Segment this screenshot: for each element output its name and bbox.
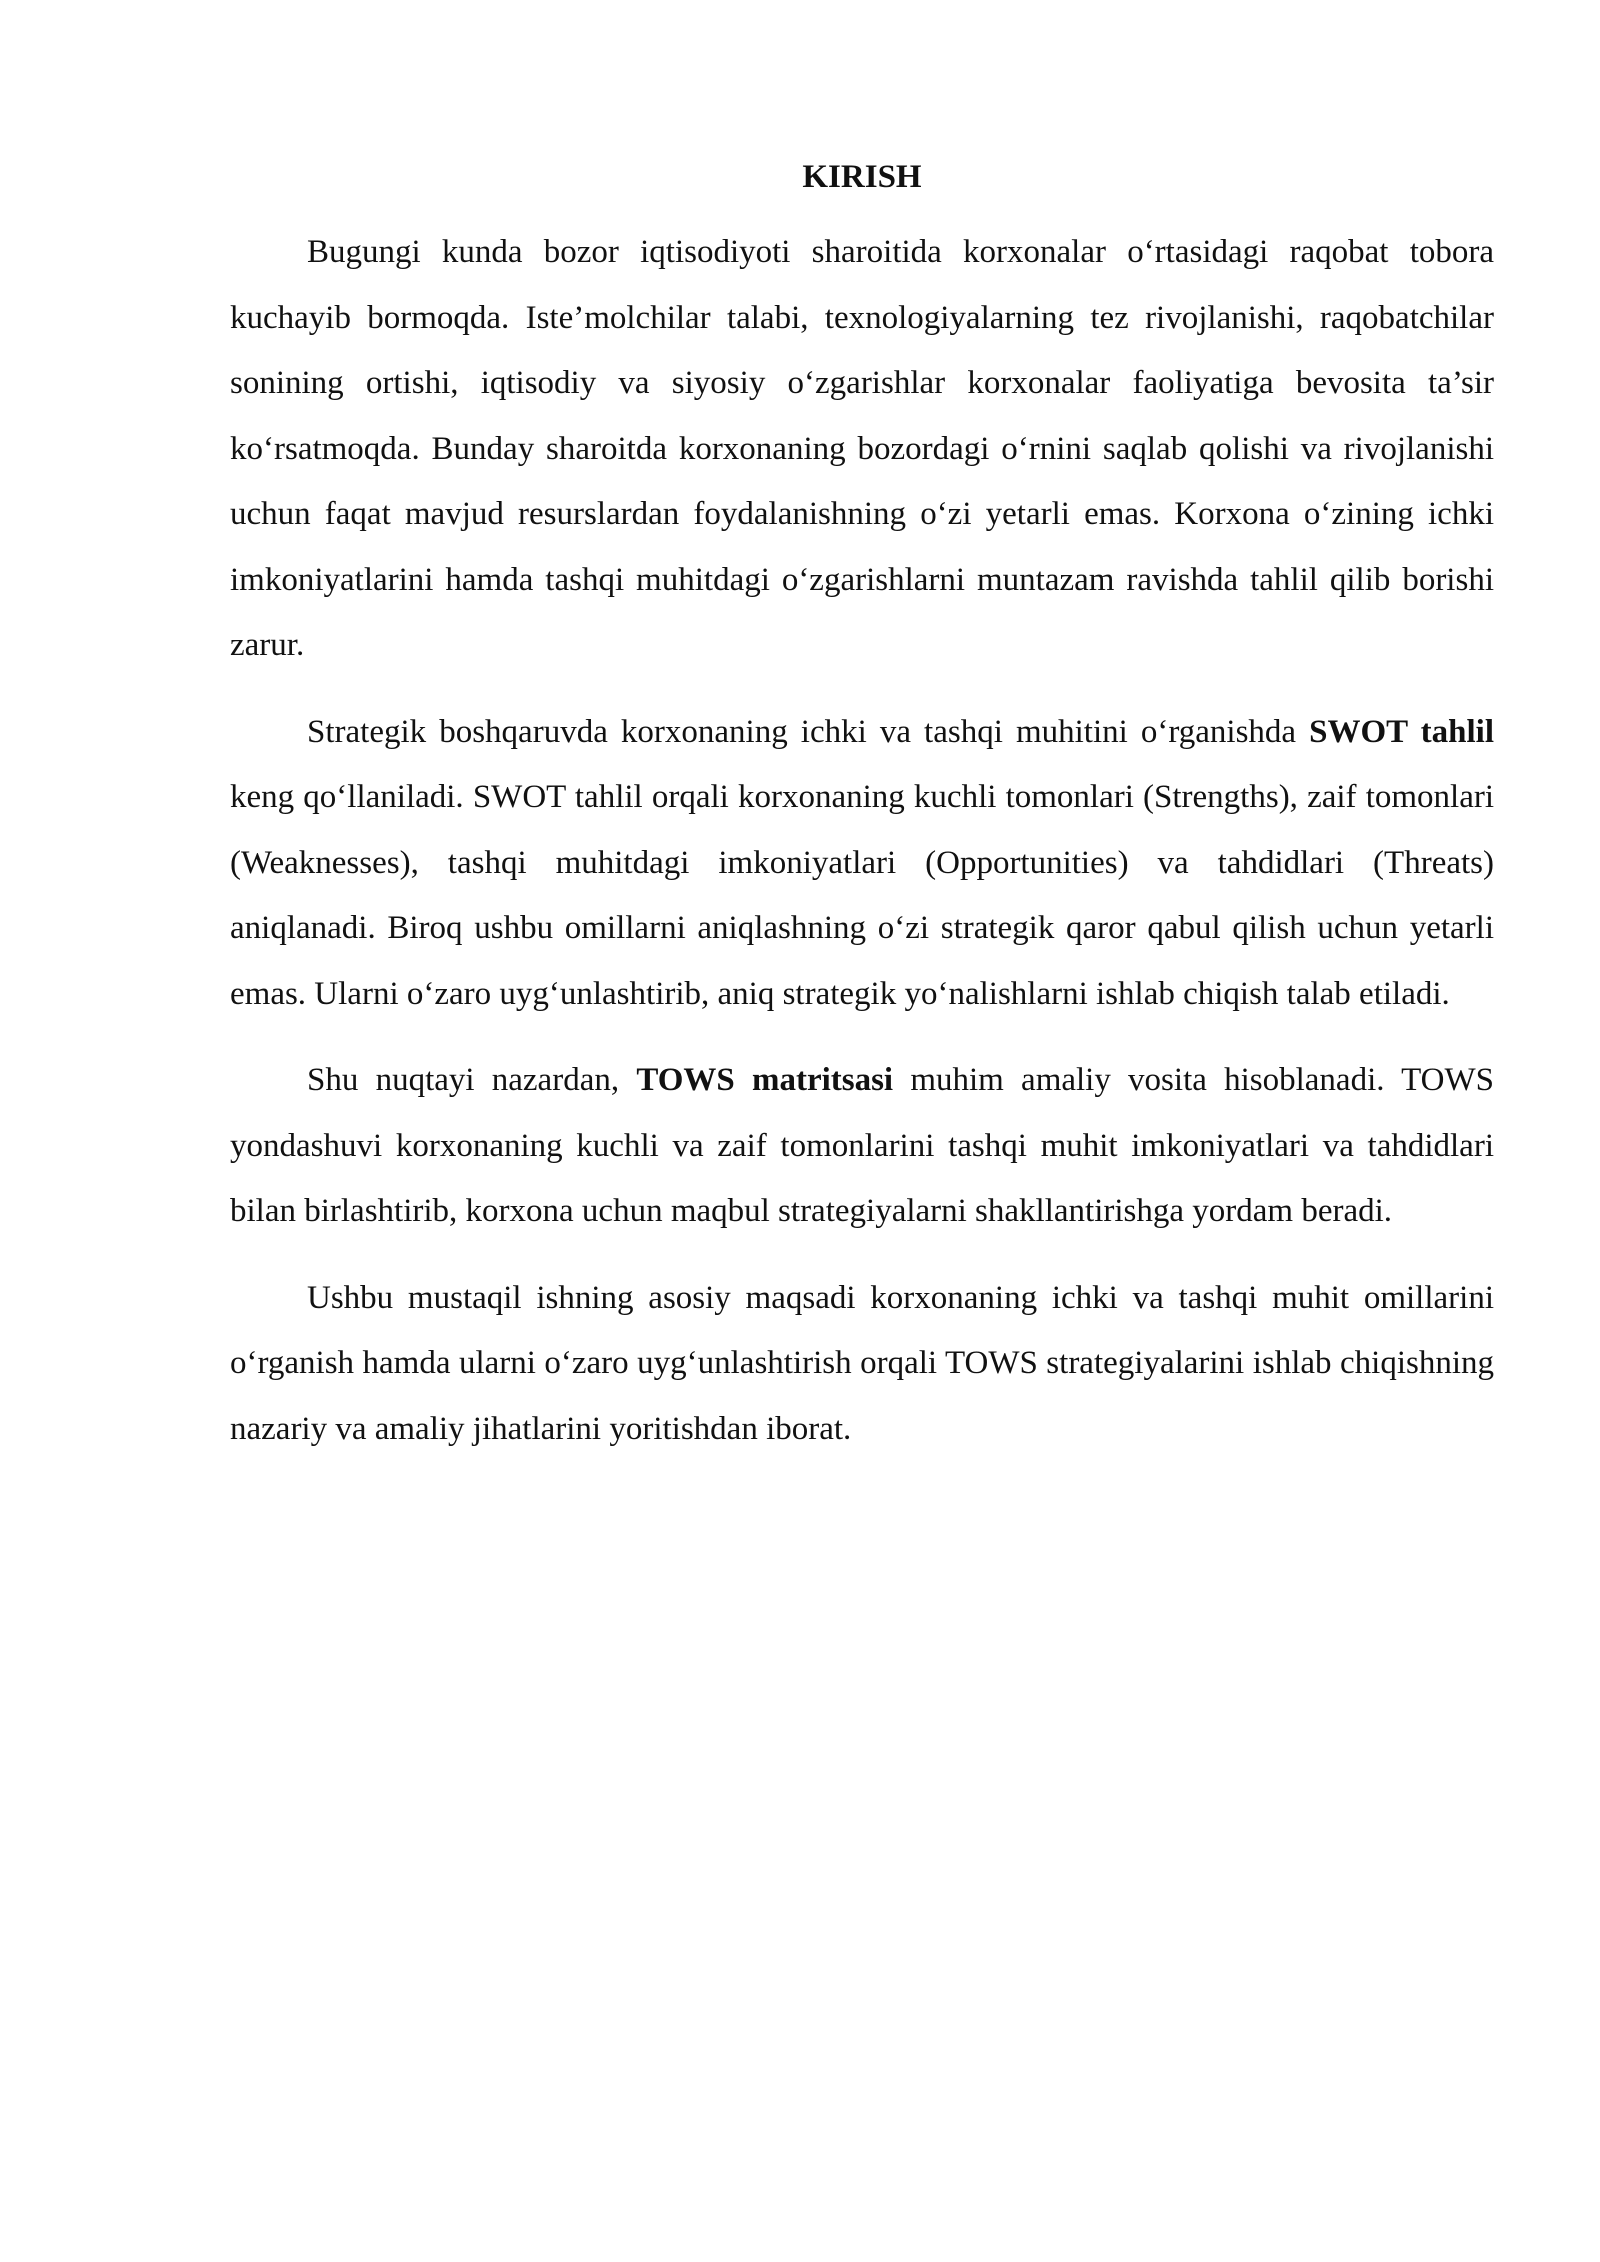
- paragraph-2-text-before: Strategik boshqaruvda korxonaning ichki va tashqi muhitini o‘rganishda: [307, 713, 1310, 750]
- paragraph-1: [230, 220, 1494, 679]
- paragraph-2-text-after: keng qo‘llaniladi. SWOT tahlil orqali korxonaning kuchli tomonlari (Strengths), zaif tomonlari (Weaknesses), tashqi muhitdagi imkoniyatlari (Opportunities) va tahdidlari (Threats) aniqlanadi. Biroq ushbu omillarni aniqlashning o‘zi strategik qaror qabul qilish uchun yetarli emas. Ularni o‘zaro uyg‘unlashtirib, aniq strategik yo‘nalishlarni ishlab chiqish talab etiladi.: [230, 779, 1494, 1012]
- paragraph-1-text: Bugungi kunda bozor iqtisodiyoti sharoitida korxonalar o‘rtasidagi raqobat tobora kuchayib bormoqda. Iste’molchilar talabi, texnologiyalarning tez rivojlanishi, raqobatchilar sonining ortishi, iqtisodiy va siyosiy o‘zgarishlar korxonalar faoliyatiga bevosita ta’sir ko‘rsatmoqda. Bunday sharoitda korxonaning bozordagi o‘rnini saqlab qolishi va rivojlanishi uchun faqat mavjud resurslardan foydalanishning o‘zi yetarli emas. Korxona o‘zining ichki imkoniyatlarini hamda tashqi muhitdagi o‘zgarishlarni muntazam ravishda tahlil qilib borishi zarur.: [230, 234, 1494, 663]
- paragraph-4-text: Ushbu mustaqil ishning asosiy maqsadi korxonaning ichki va tashqi muhit omillarini o‘rganish hamda ularni o‘zaro uyg‘unlashtirish orqali TOWS strategiyalarini ishlab chiqishning nazariy va amaliy jihatlarini yoritishdan iborat.: [230, 1279, 1494, 1447]
- paragraph-3: [230, 1048, 1494, 1245]
- section-title: KIRISH: [802, 159, 922, 195]
- swot-term: SWOT tahlil: [1309, 713, 1494, 750]
- paragraph-4: [230, 1266, 1494, 1463]
- paragraph-2: [230, 700, 1494, 1028]
- paragraph-3-text-after: muhim amaliy vosita hisoblanadi. TOWS yondashuvi korxonaning kuchli va zaif tomonlarini tashqi muhit imkoniyatlari va tahdidlari bilan birlashtirib, korxona uchun maqbul strategiyalarni shakllantirishga yordam beradi.: [230, 1062, 1494, 1229]
- page-content: [230, 150, 1494, 1483]
- paragraph-3-text-before: Shu nuqtayi nazardan,: [307, 1062, 637, 1098]
- tows-term: TOWS matritsasi: [636, 1062, 894, 1098]
